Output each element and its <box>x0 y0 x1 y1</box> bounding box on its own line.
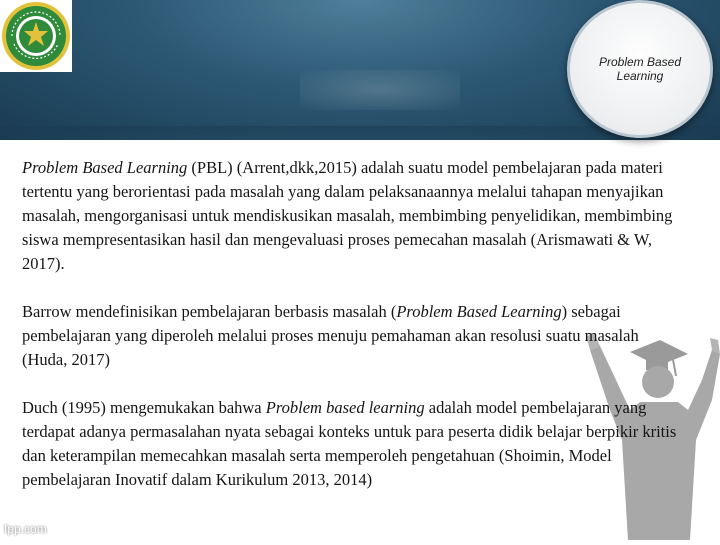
university-logo <box>0 0 72 72</box>
main-content <box>22 156 682 492</box>
paragraph-text-after: adalah model pembelajaran yang terdapat adanya permasalahan nyata sebagai konteks untuk para peserta didik belajar berpikir kritis dan keterampilan memecahkan masalah serta memperoleh pengetahuan (Shoimin, Model pembelajaran Inovatif dalam Kurikulum 2013, 2014) <box>22 398 677 489</box>
university-seal-icon <box>0 0 72 72</box>
topic-badge <box>567 0 713 138</box>
paragraph-barrow <box>22 300 682 372</box>
paragraph-pbl-definition <box>22 156 682 276</box>
paragraph-text-before: Duch (1995) mengemukakan bahwa <box>22 398 266 417</box>
paragraph-text-after: ) sebagai pembelajaran yang diperoleh melalui proses menuju pemahaman akan resolusi suatu masalah (Huda, 2017) <box>22 302 639 369</box>
paragraph-text-before: Barrow mendefinisikan pembelajaran berbasis masalah ( <box>22 302 397 321</box>
paragraph-text: (PBL) (Arrent,dkk,2015) adalah suatu model pembelajaran pada materi tertentu yang berorientasi pada masalah yang dalam pelaksanaannya melalui tahapan menyajikan masalah, mengorganisasi untuk mendiskusikan masalah, membimbing penyelidikan, membimbing siswa mempresentasikan hasil dan mengevaluasi proses pemecahan masalah (Arismawati & W, 2017). <box>22 158 673 273</box>
pbl-term: Problem Based Learning <box>22 158 188 177</box>
pbl-term: Problem Based Learning <box>396 302 562 321</box>
pbl-term: Problem based learning <box>265 398 425 417</box>
badge-title: Problem Based Learning <box>598 55 682 83</box>
header-glow <box>300 70 460 110</box>
paragraph-duch <box>22 396 682 492</box>
footer-watermark: fpp.com <box>4 522 47 536</box>
